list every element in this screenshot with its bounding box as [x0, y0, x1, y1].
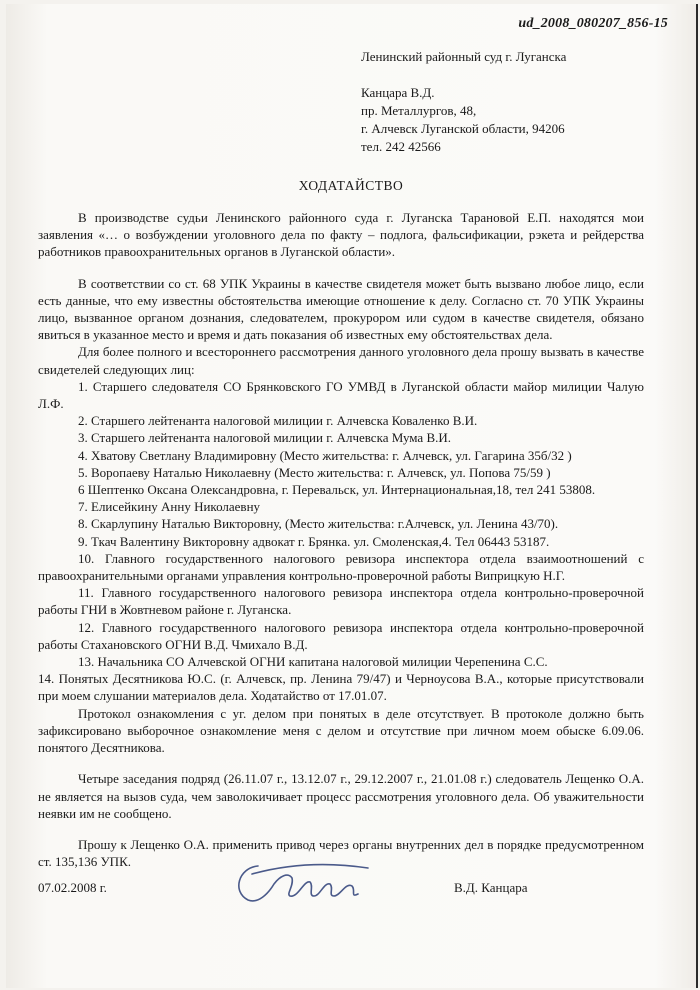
witness-item: 2. Старшего лейтенанта налоговой милиции г. Алчевска Коваленко В.И.: [78, 413, 478, 429]
document-page: [6, 4, 698, 988]
paragraph-request-witnesses: Для более полного и всестороннего рассмотрения данного уголовного дела прошу вызвать в качестве свидетелей следующих лиц:: [38, 344, 644, 377]
witness-item: 3. Старшего лейтенанта налоговой милиции г. Алчевска Мума В.И.: [78, 430, 452, 446]
sender-address-line: пр. Металлургов, 48,: [361, 103, 477, 118]
file-id: ud_2008_080207_856-15: [518, 16, 668, 31]
document-date: 07.02.2008 г.: [38, 880, 107, 895]
witness-item: 7. Елисейкину Анну Николаевну: [78, 499, 261, 515]
witness-item: 8. Скарлупину Наталью Викторовну, (Место жительства: г.Алчевск, ул. Ленина 43/70).: [78, 516, 559, 532]
witness-item-14: 14. Понятых Десятникова Ю.С. (г. Алчевск, пр. Ленина 79/47) и Черноусова В.А., которые присутствовали при моем слушании материалов дела. Ходатайство от 17.01.07.: [38, 671, 644, 704]
paragraph-sessions: Четыре заседания подряд (26.11.07 г., 13.12.07 г., 29.12.2007 г., 21.01.08 г.) следователь Лещенко О.А. не является на вызов суда, чем заволокичивает процесс рассмотрения уголовного дела. Об уважительности неявки им не сообщено.: [38, 771, 644, 821]
sender-address-line: г. Алчевск Луганской области, 94206: [361, 121, 565, 136]
paragraph-protocol: Протокол ознакомления с уг. делом при понятых в деле отсутствует. В протоколе должно быть зафиксировано выборочное ознакомление меня с делом и отсутствие при личном моем обыске 6.09.06. понятого Десятникова.: [38, 705, 644, 756]
witness-item: 11. Главного государственного налогового ревизора инспектора отдела контрольно-проверочной работы ГНИ в Жовтневом районе г. Луганска.: [38, 585, 644, 618]
court-name: Ленинский районный суд г. Луганска: [361, 49, 567, 64]
sender-name: Канцара В.Д.: [361, 85, 435, 100]
sender-block: [361, 84, 565, 156]
document-body: [38, 209, 644, 870]
witness-item: 13. Начальника СО Алчевской ОГНИ капитана налоговой милиции Черепенина С.С.: [78, 654, 548, 670]
witness-item: 10. Главного государственного налогового ревизора инспектора отдела взаимоотношений с правоохранительными органами управления контрольно-проверочной работы Виприцкую Н.Г.: [38, 550, 644, 584]
paragraph-intro: В производстве судьи Ленинского районного суда г. Луганска Тарановой Е.П. находятся мои заявления «… о возбуждении уголовного дела по факту – подлога, фальсификации, рэкета и рейдерства работников правоохранительных органов в Луганской области».: [38, 210, 644, 260]
paragraph-final-request: Прошу к Лещенко О.А. применить привод через органы внутренних дел в порядке предусмотренном ст. 135,136 УПК.: [38, 836, 644, 870]
handwritten-signature: [228, 854, 378, 914]
witness-item: 4. Хватову Светлану Владимировну (Место жительства: г. Алчевск, ул. Гагарина 35б/32 ): [78, 447, 572, 463]
paragraph-law: В соответствии со ст. 68 УПК Украины в качестве свидетеля может быть вызвано любое лицо, если есть данные, что ему известны обстоятельства имеющие отношение к делу. Согласно ст. 70 УПК Украины лицо, вызванное органом дознания, следователем, прокурором или судом в качестве свидетеля, обязано явиться в указанное место и время и дать показания об известных ему обстоятельствах дела.: [38, 275, 644, 343]
witness-item: 5. Воропаеву Наталью Николаевну (Место жительства: г. Алчевск, ул. Попова 75/59 ): [78, 464, 551, 480]
document-title: ХОДАТАЙСТВО: [298, 178, 404, 193]
witness-item: 6 Шептенко Оксана Олександровна, г. Перевальск, ул. Интернациональная,18, тел 241 53808.: [78, 482, 596, 498]
witness-item: 9. Ткач Валентину Викторовну адвокат г. Брянка. ул. Смоленская,4. Тел 06443 53187.: [78, 533, 550, 549]
witness-item: 12. Главного государственного налогового ревизора инспектора отдела контрольно-проверочной работы Стахановского ОГНИ В.Д. Чмихало В.Д.: [38, 619, 644, 652]
witness-item: 1. Старшего следователя СО Брянковского ГО УМВД в Луганской области майор милиции Чалую Л.Ф.: [38, 378, 644, 412]
sender-phone: тел. 242 42566: [361, 139, 441, 154]
signatory-name: В.Д. Канцара: [454, 880, 528, 895]
